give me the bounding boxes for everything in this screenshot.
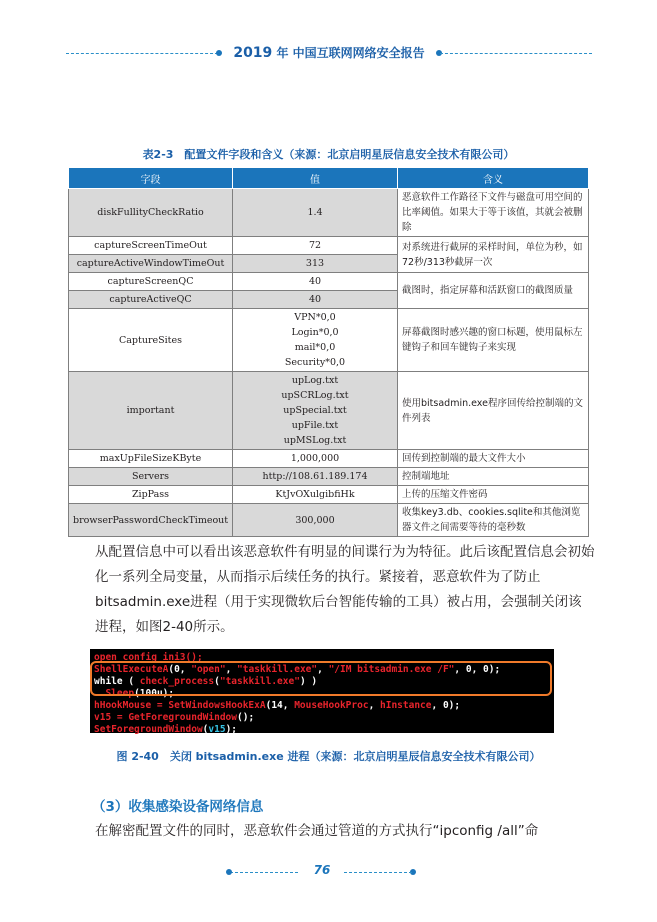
table-row [69, 189, 589, 237]
config-table [68, 167, 589, 537]
code-token: open_config_ini3(); [94, 652, 203, 663]
header-value: 值 [233, 168, 398, 189]
code-token: , [225, 664, 238, 675]
field-cell: CaptureSites [69, 309, 233, 372]
code-token: , 0, 0); [454, 664, 501, 675]
table-row [69, 450, 589, 468]
field-cell: captureScreenTimeOut [69, 237, 233, 255]
value-line: upSpecial.txt [283, 405, 347, 416]
page-footer [0, 863, 657, 880]
body-paragraph-2: 在解密配置文件的同时，恶意软件会通过管道的方式执行“ipconfig /all”命 [95, 823, 539, 839]
value-cell [233, 309, 398, 372]
page-number: 76 [313, 863, 331, 877]
code-token: , [317, 664, 329, 675]
figure-caption: 图 2-40 关闭 bitsadmin.exe 进程（来源：北京启明星辰信息安全技术有限公司） [116, 750, 541, 763]
value-cell [233, 450, 398, 468]
table-row [69, 237, 589, 255]
table-row [69, 273, 589, 291]
code-token: MouseHookProc [294, 700, 369, 711]
code-token: , 0); [431, 700, 461, 711]
header-rule-right [440, 53, 592, 55]
value-cell [233, 468, 398, 486]
code-line [94, 724, 554, 736]
meaning-cell: 使用bitsadmin.exe程序回传给控制端的文件列表 [398, 372, 589, 450]
code-token: (14, [265, 700, 295, 711]
table-caption: 表2-3 配置文件字段和含义（来源：北京启明星辰信息安全技术有限公司） [142, 148, 515, 161]
code-token: ( [214, 676, 220, 687]
highlight-box [90, 661, 552, 696]
value-cell [233, 255, 398, 273]
code-token: ); [225, 724, 238, 735]
meaning-cell: 上传的压缩文件密码 [398, 486, 589, 504]
code-token: (100u); [134, 688, 175, 699]
footer-rule-left [230, 872, 298, 874]
code-token: (0, [168, 664, 192, 675]
field-cell: captureActiveQC [69, 291, 233, 309]
meaning-cell: 控制端地址 [398, 468, 589, 486]
header-title: 2019 年 中国互联网网络安全报告 [233, 45, 425, 61]
code-token: v15 = GetForegroundWindow [94, 712, 237, 723]
value-cell [233, 486, 398, 504]
code-token: "open" [191, 664, 226, 675]
value-line: 1,000,000 [290, 453, 340, 464]
field-cell: Servers [69, 468, 233, 486]
code-token: hHookMouse = SetWindowsHookExA [94, 700, 266, 711]
field-cell: captureScreenQC [69, 273, 233, 291]
code-token: v15 [208, 724, 226, 735]
value-line: Login*0,0 [291, 327, 339, 338]
header-rule-left [66, 53, 218, 55]
value-line: VPN*0,0 [294, 312, 336, 323]
value-line: KtJvOXulgibfiHk [275, 489, 355, 500]
code-line [94, 700, 554, 712]
meaning-cell: 恶意软件工作路径下文件与磁盘可用空间的比率阈值。如果大于等于该值，其就会被删除 [398, 189, 589, 237]
value-cell [233, 189, 398, 237]
field-cell: browserPasswordCheckTimeout [69, 504, 233, 537]
value-line: mail*0,0 [294, 342, 336, 353]
value-line: upFile.txt [291, 420, 339, 431]
value-line: 72 [308, 240, 322, 251]
value-line: 40 [308, 294, 322, 305]
code-token: check_process [139, 676, 215, 687]
field-cell: captureActiveWindowTimeOut [69, 255, 233, 273]
meaning-cell: 截图时，指定屏幕和活跃窗口的截图质量 [398, 273, 589, 309]
value-line: upLog.txt [291, 375, 339, 386]
header-meaning: 含义 [398, 168, 589, 189]
value-line: 313 [305, 258, 325, 269]
value-line: 1.4 [307, 207, 323, 218]
value-line: http://108.61.189.174 [262, 471, 368, 482]
value-cell [233, 372, 398, 450]
code-token: while ( [94, 676, 140, 687]
value-line: 300,000 [295, 514, 335, 526]
field-cell: ZipPass [69, 486, 233, 504]
table-row [69, 468, 589, 486]
table-row [69, 504, 589, 537]
code-token: ShellExecuteA [94, 664, 169, 675]
value-line: upMSLog.txt [283, 435, 347, 446]
code-token: ( [202, 724, 209, 735]
page-header [0, 44, 657, 64]
body-paragraph-1: 从配置信息中可以看出该恶意软件有明显的间谍行为为特征。此后该配置信息会初始化一系列全局变量，从而指示后续任务的执行。紧接着，恶意软件为了防止bitsadmin.exe进程（用于实现微软后台智能传输的工具）被占用，会强制关闭该进程，如图2-40所示。 [95, 544, 595, 635]
code-token: Sleep [105, 688, 135, 699]
code-token: "taskkill.exe" [219, 676, 300, 687]
code-token: hInstance [380, 700, 432, 711]
footer-rule-right [344, 872, 412, 874]
meaning-cell: 回传到控制端的最大文件大小 [398, 450, 589, 468]
meaning-cell: 屏幕截图时感兴趣的窗口标题，使用鼠标左键钩子和回车键钩子来实现 [398, 309, 589, 372]
field-cell: diskFullityCheckRatio [69, 189, 233, 237]
meaning-cell: 收集key3.db、cookies.sqlite和其他浏览器文件之间需要等待的毫秒数 [398, 504, 589, 537]
table-row [69, 486, 589, 504]
value-cell [233, 237, 398, 255]
code-token: ) ) [299, 676, 318, 687]
code-token: (); [237, 712, 255, 723]
table-row [69, 372, 589, 450]
code-token: "taskkill.exe" [237, 664, 318, 675]
code-token: SetForegroundWindow [94, 724, 203, 735]
meaning-cell: 对系统进行截屏的采样时间，单位为秒，如72秒/313秒截屏一次 [398, 237, 589, 273]
table-row [69, 309, 589, 372]
value-cell [233, 504, 398, 537]
value-line: 40 [308, 276, 322, 287]
footer-dot-left [226, 869, 232, 875]
code-token: "/IM bitsadmin.exe /F" [328, 664, 455, 675]
code-line [94, 712, 554, 724]
field-cell: important [69, 372, 233, 450]
table-header-row [69, 168, 589, 189]
section-subheading: （3）收集感染设备网络信息 [92, 799, 264, 815]
value-line: Security*0,0 [284, 357, 346, 368]
field-cell: maxUpFileSizeKByte [69, 450, 233, 468]
code-token: , [368, 700, 381, 711]
value-line: upSCRLog.txt [281, 390, 349, 401]
value-cell [233, 291, 398, 309]
value-cell [233, 273, 398, 291]
header-field: 字段 [69, 168, 233, 189]
